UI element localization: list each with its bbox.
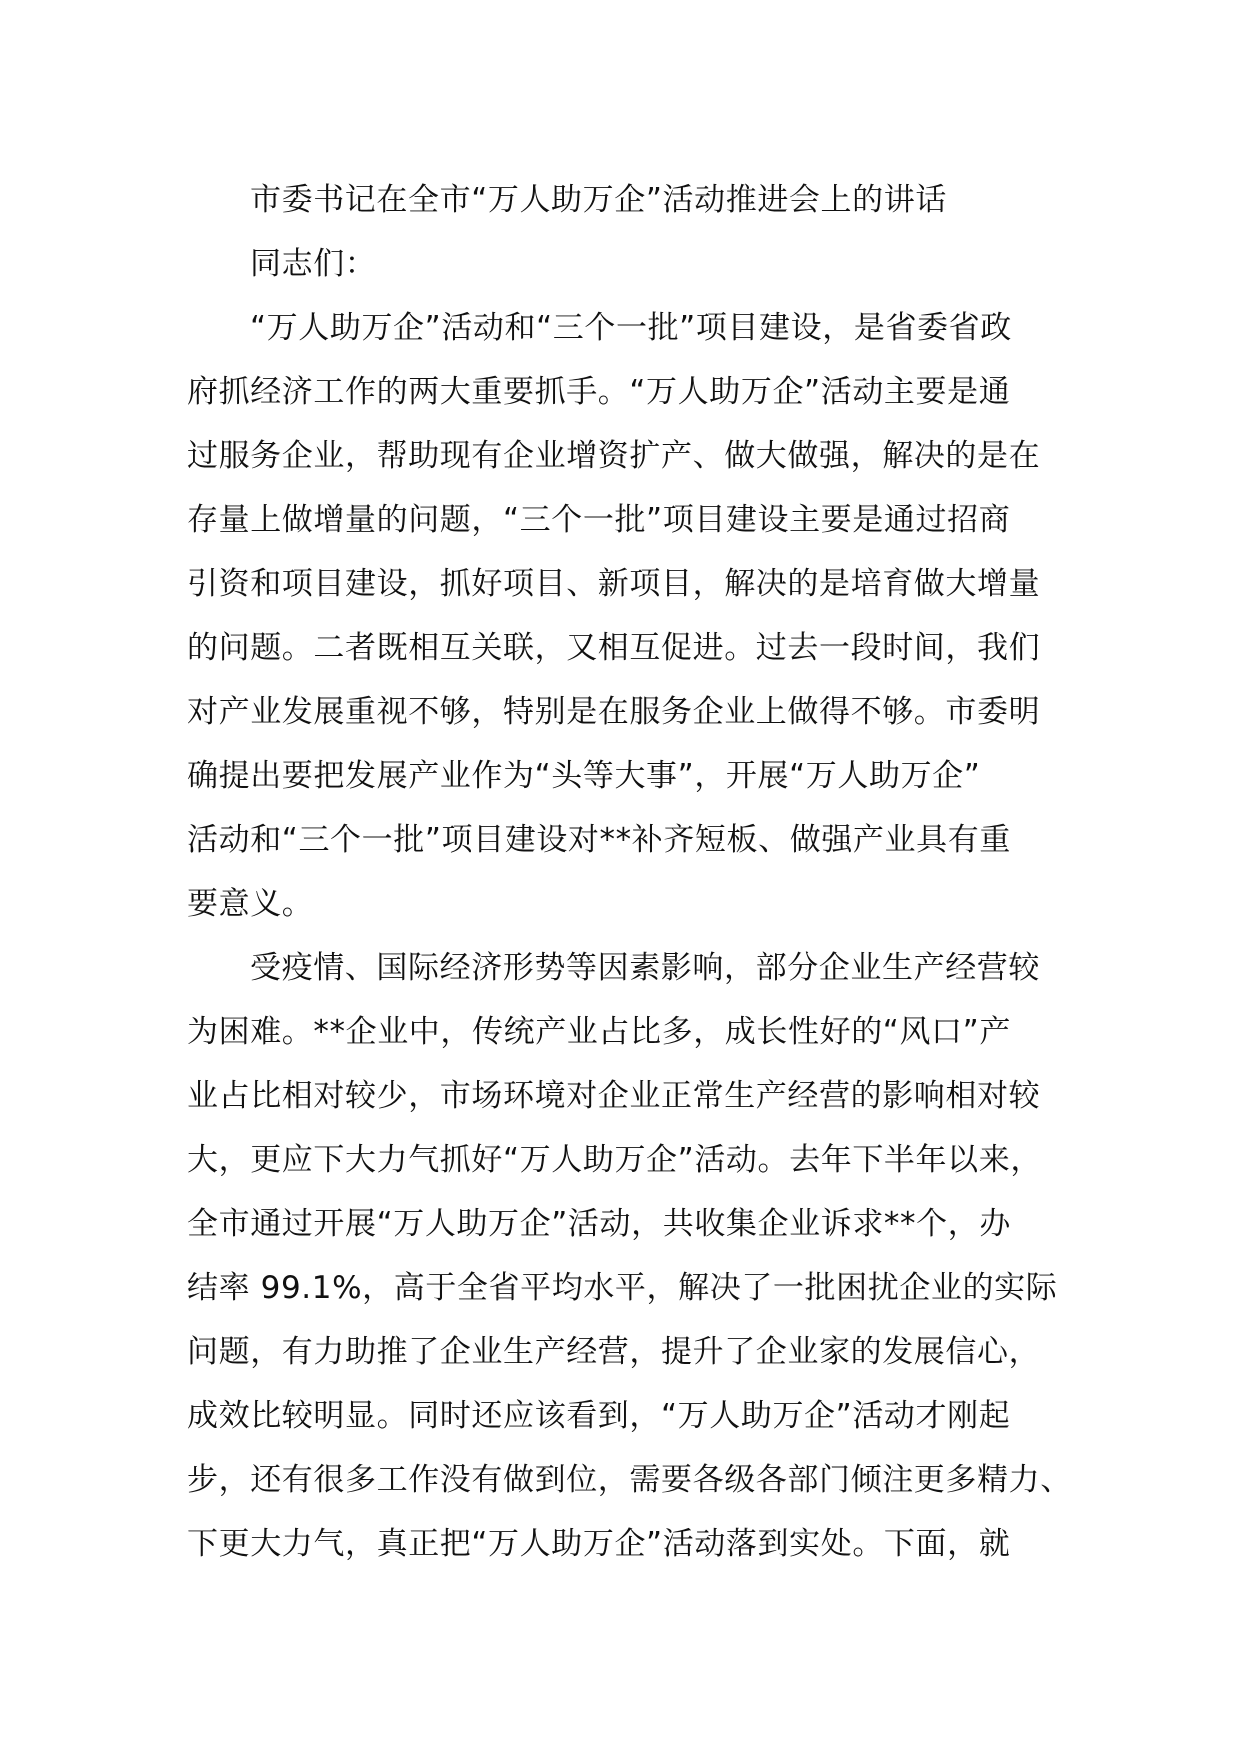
salutation: 同志们： (250, 246, 377, 282)
paragraph-line: 全市通过开展“万人助万企”活动，共收集企业诉求**个，办 (187, 1206, 1011, 1242)
document-body (187, 168, 1072, 1576)
paragraph-line: 受疫情、国际经济形势等因素影响，部分企业生产经营较 (250, 950, 1040, 986)
paragraph-line: 过服务企业，帮助现有企业增资扩产、做大做强，解决的是在 (187, 438, 1041, 474)
paragraph-line: 府抓经济工作的两大重要抓手。“万人助万企”活动主要是通 (187, 374, 1011, 410)
paragraph-line: 问题，有力助推了企业生产经营，提升了企业家的发展信心， (187, 1334, 1041, 1370)
paragraph-line: 要意义。 (187, 886, 314, 922)
paragraph-line: “万人助万企”活动和“三个一批”项目建设，是省委省政 (250, 310, 1012, 346)
paragraph-line: 对产业发展重视不够，特别是在服务企业上做得不够。市委明 (187, 694, 1041, 730)
paragraph-line: 下更大力气，真正把“万人助万企”活动落到实处。下面，就 (187, 1526, 1011, 1562)
paragraph-line: 确提出要把发展产业作为“头等大事”，开展“万人助万企” (187, 758, 981, 794)
paragraph-line: 引资和项目建设，抓好项目、新项目，解决的是培育做大增量 (187, 566, 1041, 602)
paragraph-2 (187, 936, 1072, 1576)
paragraph-line: 步，还有很多工作没有做到位，需要各级各部门倾注更多精力、 (187, 1462, 1072, 1498)
paragraph-line: 为困难。**企业中，传统产业占比多，成长性好的“风口”产 (187, 1014, 1011, 1050)
paragraph-line: 成效比较明显。同时还应该看到，“万人助万企”活动才刚起 (187, 1398, 1011, 1434)
paragraph-line: 的问题。二者既相互关联，又相互促进。过去一段时间，我们 (187, 630, 1041, 666)
paragraph-line: 结率 99.1%，高于全省平均水平，解决了一批困扰企业的实际 (187, 1270, 1058, 1306)
paragraph-line: 存量上做增量的问题，“三个一批”项目建设主要是通过招商 (187, 502, 1011, 538)
paragraph-line: 大，更应下大力气抓好“万人助万企”活动。去年下半年以来， (187, 1142, 1042, 1178)
document-title: 市委书记在全市“万人助万企”活动推进会上的讲话 (250, 182, 947, 218)
paragraph-1 (187, 296, 1067, 936)
paragraph-line: 活动和“三个一批”项目建设对**补齐短板、做强产业具有重 (187, 822, 1011, 858)
paragraph-line: 业占比相对较少，市场环境对企业正常生产经营的影响相对较 (187, 1078, 1041, 1114)
